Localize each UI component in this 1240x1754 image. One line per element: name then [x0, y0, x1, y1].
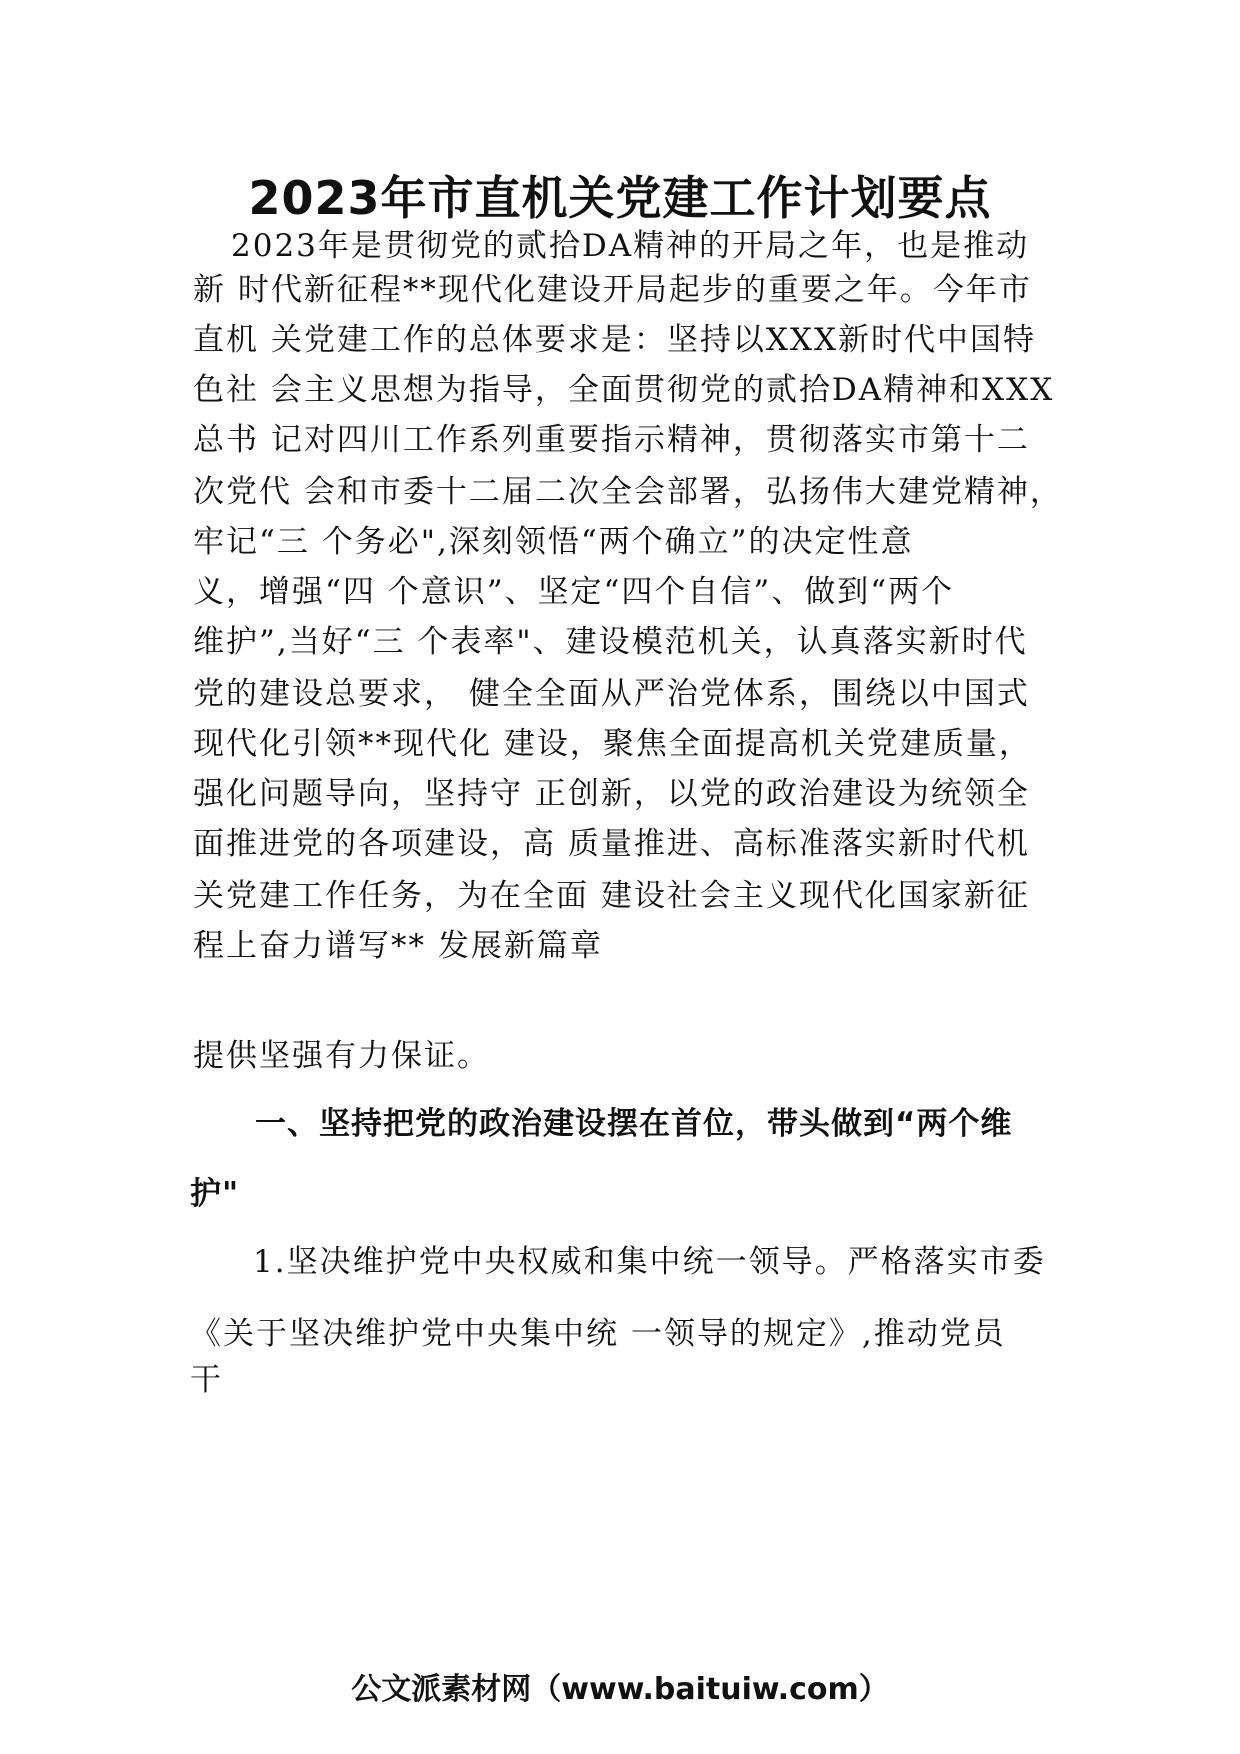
intro-tail: 提供坚强有力保证。	[193, 1038, 490, 1074]
intro-line: 牢记“三 个务必",深刻领悟“两个确立”的决定性意	[193, 524, 914, 560]
footer-watermark: 公文派素材网（www.baituiw.com）	[351, 1672, 889, 1707]
intro-line: 面推进党的各项建设，高 质量推进、高标准落实新时代机	[193, 826, 1030, 862]
intro-line: 关党建工作任务，为在全面 建设社会主义现代化国家新征	[193, 878, 1030, 914]
intro-line: 直机 关党建工作的总体要求是：坚持以XXX新时代中国特	[193, 322, 1037, 358]
section-heading-line2: 护"	[190, 1176, 240, 1212]
intro-line: 新 时代新征程**现代化建设开局起步的重要之年。今年市	[193, 272, 1032, 308]
section-heading-line1: 一、坚持把党的政治建设摆在首位，带头做到“两个维	[255, 1106, 1013, 1142]
document-title: 2023年市直机关党建工作计划要点	[248, 171, 992, 225]
intro-line: 现代化引领**现代化 建设，聚焦全面提高机关党建质量，	[193, 726, 1032, 762]
intro-line: 2023年是贯彻党的贰拾DA精神的开局之年，也是推动	[231, 228, 1030, 264]
item-line: 《关于坚决维护党中央集中统 一领导的规定》,推动党员	[190, 1316, 1006, 1352]
item-line: 1.坚决维护党中央权威和集中统一领导。严格落实市委	[253, 1244, 1046, 1280]
intro-line: 强化问题导向，坚持守 正创新，以党的政治建设为统领全	[193, 776, 1030, 812]
intro-line: 次党代 会和市委十二届二次全会部署，弘扬伟大建党精神，	[193, 474, 1063, 510]
item-line: 干	[190, 1362, 223, 1398]
intro-line: 党的建设总要求， 健全全面从严治党体系，围绕以中国式	[193, 676, 1030, 712]
intro-line: 维护”,当好“三 个表率"、建设模范机关，认真落实新时代	[193, 624, 1028, 660]
intro-line: 程上奋力谱写** 发展新篇章	[193, 928, 603, 964]
intro-line: 义，增强“四 个意识”、坚定“四个自信”、做到“两个	[193, 574, 955, 610]
intro-line: 总书 记对四川工作系列重要指示精神，贯彻落实市第十二	[193, 422, 1030, 458]
intro-line: 色社 会主义思想为指导，全面贯彻党的贰拾DA精神和XXX	[193, 372, 1055, 408]
